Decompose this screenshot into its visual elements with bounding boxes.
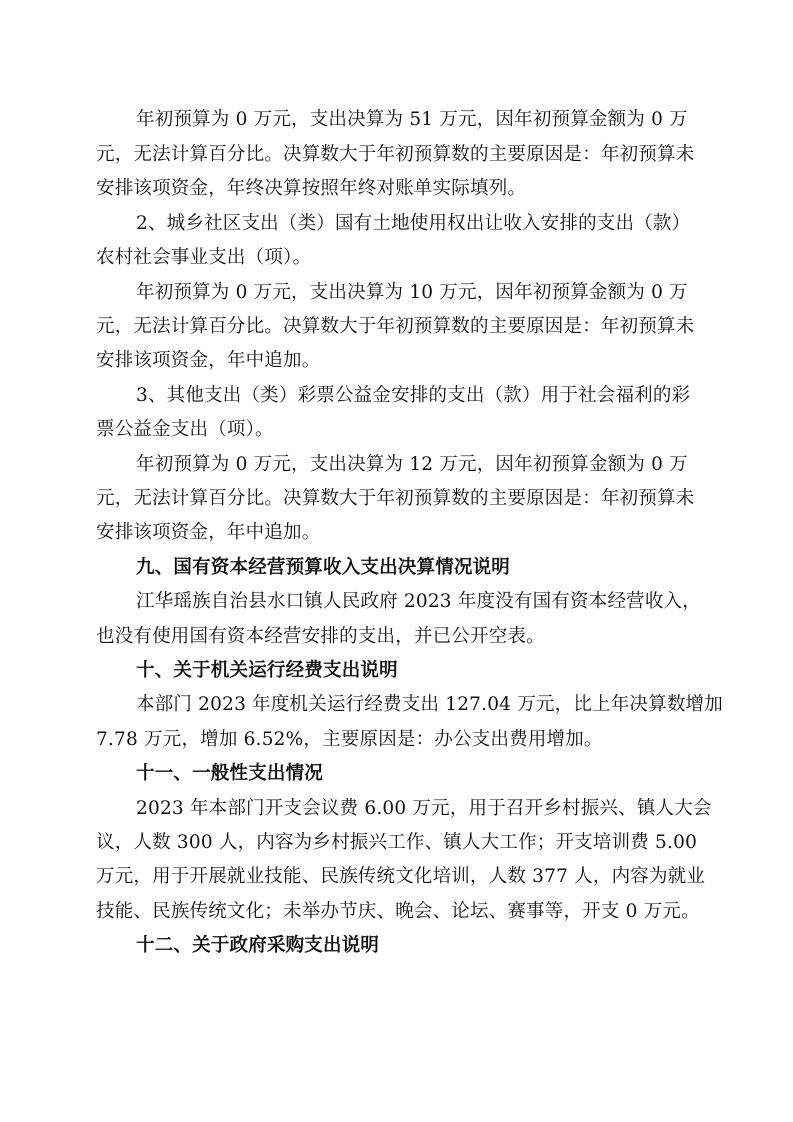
paragraph-line: 元，无法计算百分比。决算数大于年初预算数的主要原因是：年初预算未 — [96, 144, 695, 165]
paragraph-line: 万元，用于开展就业技能、民族传统文化培训，人数 377 人，内容为就业 — [96, 866, 706, 887]
list-item-line: 2、城乡社区支出（类）国有土地使用权出让收入安排的支出（款） — [136, 213, 691, 234]
list-item-line: 票公益金支出（项）。 — [96, 419, 274, 440]
paragraph-line: 议，人数 300 人，内容为乡村振兴工作、镇人大工作；开支培训费 5.00 — [96, 832, 698, 853]
paragraph-line: 2023 年本部门开支会议费 6.00 万元，用于召开乡村振兴、镇人大会 — [136, 798, 712, 819]
paragraph-line: 元，无法计算百分比。决算数大于年初预算数的主要原因是：年初预算未 — [96, 316, 695, 337]
paragraph-line: 本部门 2023 年度机关运行经费支出 127.04 万元，比上年决算数增加 — [136, 694, 723, 715]
paragraph-line: 也没有使用国有资本经营安排的支出，并已公开空表。 — [96, 626, 545, 647]
paragraph-line: 安排该项资金，年中追加。 — [96, 350, 321, 371]
list-item-line: 农村社会事业支出（项）。 — [96, 247, 312, 268]
paragraph-line: 年初预算为 0 万元，支出决算为 12 万元，因年初预算金额为 0 万 — [136, 454, 688, 475]
section-heading: 十、关于机关运行经费支出说明 — [136, 660, 398, 681]
paragraph-line: 元，无法计算百分比。决算数大于年初预算数的主要原因是：年初预算未 — [96, 488, 695, 509]
paragraph-line: 年初预算为 0 万元，支出决算为 10 万元，因年初预算金额为 0 万 — [136, 282, 688, 303]
section-heading: 九、国有资本经营预算收入支出决算情况说明 — [136, 557, 511, 578]
paragraph-line: 7.78 万元，增加 6.52%，主要原因是：办公支出费用增加。 — [96, 729, 603, 750]
paragraph-line: 安排该项资金，年终决算按照年终对账单实际填列。 — [96, 178, 527, 199]
paragraph-line: 技能、民族传统文化；未举办节庆、晚会、论坛、赛事等，开支 0 万元。 — [96, 901, 700, 922]
list-item-line: 3、其他支出（类）彩票公益金安排的支出（款）用于社会福利的彩 — [136, 385, 691, 406]
section-heading: 十二、关于政府采购支出说明 — [136, 935, 380, 956]
paragraph-line: 安排该项资金，年中追加。 — [96, 522, 321, 543]
section-heading: 十一、一般性支出情况 — [136, 763, 324, 784]
paragraph-line: 年初预算为 0 万元，支出决算为 51 万元，因年初预算金额为 0 万 — [136, 109, 688, 130]
paragraph-line: 江华瑶族自治县水口镇人民政府 2023 年度没有国有资本经营收入， — [136, 591, 701, 612]
